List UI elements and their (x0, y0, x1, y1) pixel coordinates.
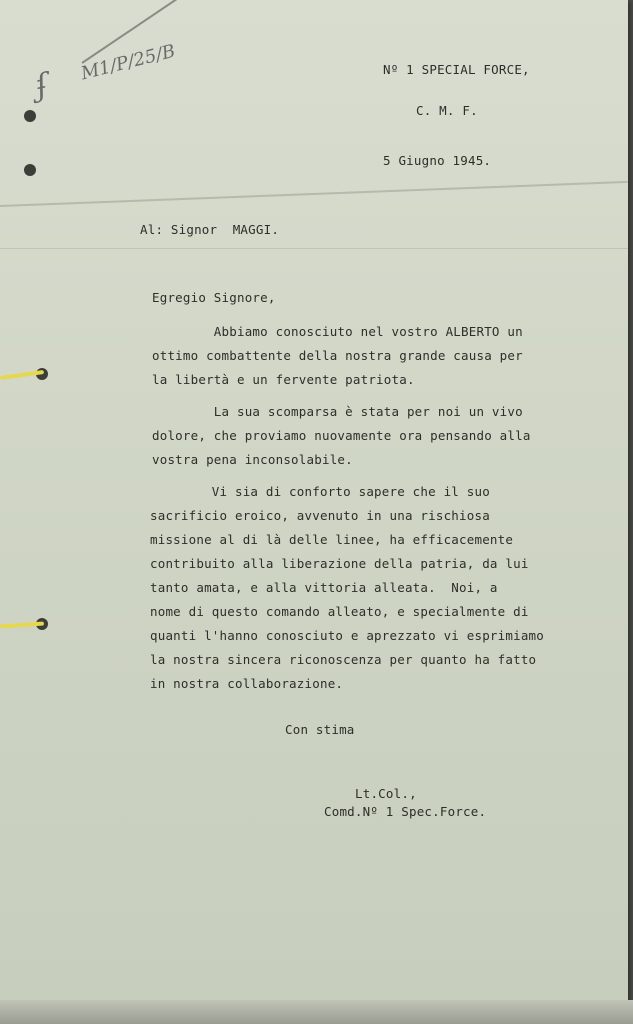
salutation: Egregio Signore, (152, 290, 276, 305)
handwritten-initial: ʄ (32, 67, 51, 104)
page-edge (0, 1000, 633, 1024)
body-line: la nostra sincera riconoscenza per quanto ha fatto (150, 652, 537, 667)
body-line: la libertà e un fervente patriota. (152, 372, 415, 387)
handwritten-reference: M1/P/25/B (78, 40, 178, 85)
unit-name: Nº 1 SPECIAL FORCE, (383, 62, 530, 77)
body-line: Abbiamo conosciuto nel vostro ALBERTO un (152, 324, 523, 339)
signature-rank: Lt.Col., (355, 786, 417, 801)
fold-crease-lower (0, 248, 628, 249)
punch-hole (24, 164, 36, 176)
body-line: in nostra collaborazione. (150, 676, 344, 691)
body-line: quanti l'hanno conosciuto e aprezzato vi esprimiamo (150, 628, 545, 643)
command-name: C. M. F. (416, 103, 478, 118)
body-line: nome di questo comando alleato, e specialmente di (150, 604, 529, 619)
fold-crease (0, 181, 628, 207)
closing: Con stima (285, 722, 355, 737)
body-line: sacrificio eroico, avvenuto in una rischiosa (150, 508, 490, 523)
letter-date: 5 Giugno 1945. (383, 153, 492, 168)
signature-title: Comd.Nº 1 Spec.Force. (324, 804, 487, 819)
punch-hole (24, 110, 36, 122)
recipient-line: Al: Signor MAGGI. (140, 222, 280, 237)
body-line: tanto amata, e alla vittoria alleata. Noi, a (150, 580, 498, 595)
body-line: missione al di là delle linee, ha efficacemente (150, 532, 514, 547)
body-line: La sua scomparsa è stata per noi un vivo (152, 404, 523, 419)
body-line: vostra pena inconsolabile. (152, 452, 353, 467)
body-line: Vi sia di conforto sapere che il suo (150, 484, 490, 499)
body-line: ottimo combattente della nostra grande causa per (152, 348, 523, 363)
body-line: contribuito alla liberazione della patria, da lui (150, 556, 529, 571)
body-line: dolore, che proviamo nuovamente ora pensando alla (152, 428, 531, 443)
